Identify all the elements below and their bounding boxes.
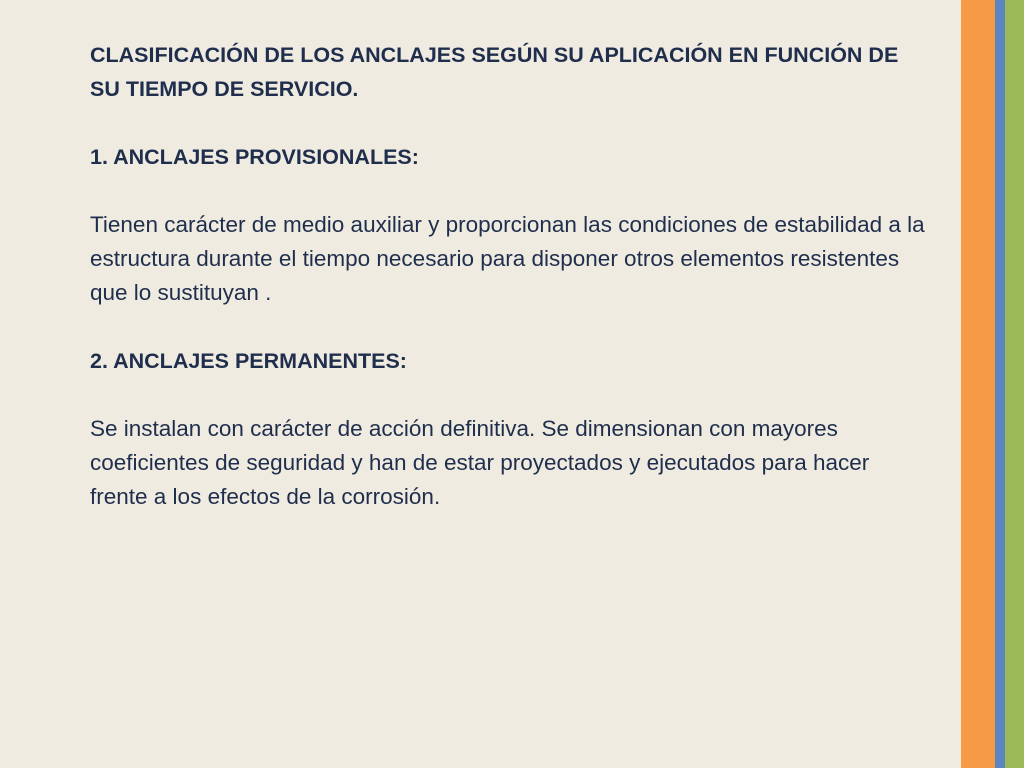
decorative-stripe-orange: [961, 0, 995, 768]
spacer: [90, 310, 930, 344]
section-heading-permanentes: 2. ANCLAJES PERMANENTES:: [90, 349, 407, 373]
slide-title: CLASIFICACIÓN DE LOS ANCLAJES SEGÚN SU APLICACIÓN EN FUNCIÓN DE SU TIEMPO DE SERVICIO.: [90, 43, 899, 101]
section-body-permanentes: Se instalan con carácter de acción definitiva. Se dimensionan con mayores coeficientes de seguridad y han de estar proyectados y ejecutados para hacer frente a los efectos de la corrosión.: [90, 416, 870, 509]
slide-content: [90, 38, 930, 514]
spacer: [90, 378, 930, 412]
spacer: [90, 106, 930, 140]
decorative-stripe-green: [1005, 0, 1024, 768]
section-body-provisionales: Tienen carácter de medio auxiliar y proporcionan las condiciones de estabilidad a la estructura durante el tiempo necesario para disponer otros elementos resistentes que lo sustituyan .: [90, 212, 925, 305]
spacer: [90, 174, 930, 208]
decorative-stripe-blue: [995, 0, 1005, 768]
section-heading-provisionales: 1. ANCLAJES PROVISIONALES:: [90, 145, 419, 169]
